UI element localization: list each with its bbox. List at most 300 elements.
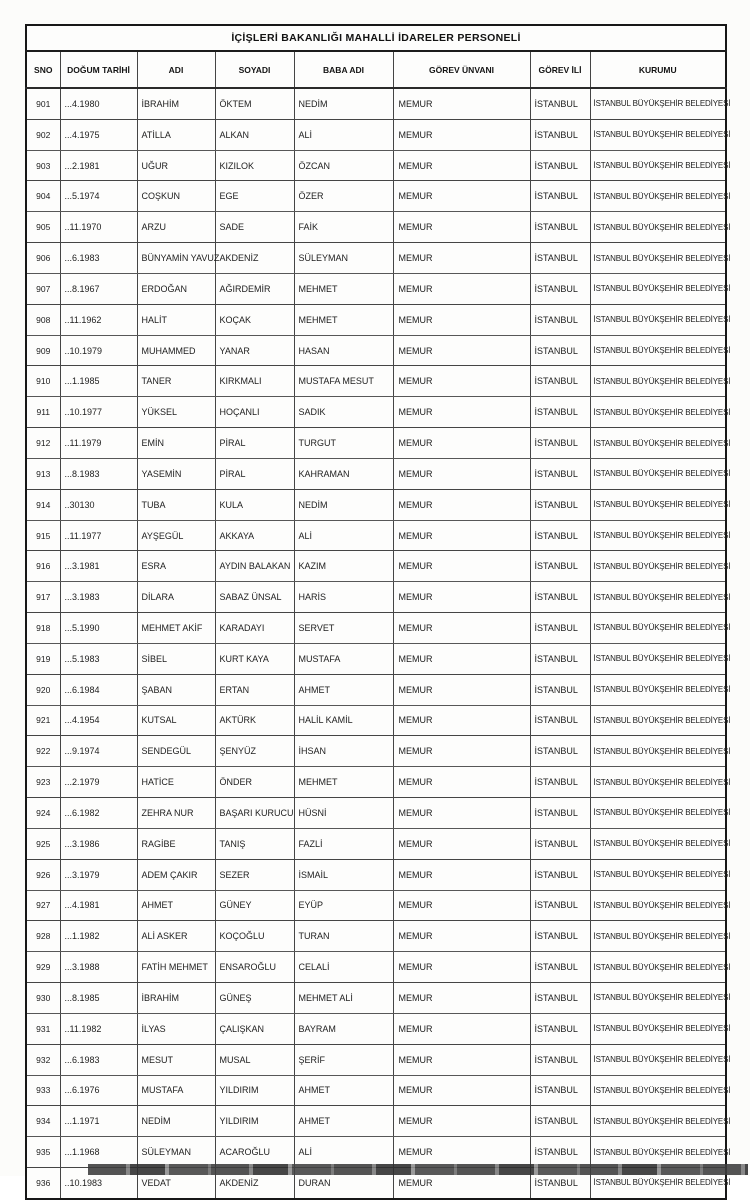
cell-baba-adi: SERVET: [294, 613, 393, 644]
table-row: [26, 767, 726, 798]
cell-adi: AHMET: [137, 890, 215, 921]
cell-gorev-unvani: MEMUR: [393, 366, 530, 397]
cell-gorev-unvani: MEMUR: [393, 273, 530, 304]
cell-sno: 923: [26, 767, 60, 798]
cell-dogum-tarihi: ...1.1985: [60, 366, 137, 397]
cell-sno: 935: [26, 1137, 60, 1168]
column-header-gorev-unvani: GÖREV ÜNVANI: [393, 51, 530, 88]
cell-soyadi: KOÇOĞLU: [215, 921, 294, 952]
column-header-sno: SNO: [26, 51, 60, 88]
cell-gorev-unvani: MEMUR: [393, 119, 530, 150]
cell-soyadi: AYDIN BALAKAN: [215, 551, 294, 582]
cell-soyadi: KOÇAK: [215, 304, 294, 335]
cell-soyadi: ERTAN: [215, 674, 294, 705]
cell-sno: 931: [26, 1013, 60, 1044]
cell-baba-adi: NEDİM: [294, 489, 393, 520]
cell-soyadi: YILDIRIM: [215, 1106, 294, 1137]
cell-sno: 934: [26, 1106, 60, 1137]
cell-baba-adi: AHMET: [294, 674, 393, 705]
cell-kurumu: İSTANBUL BÜYÜKŞEHİR BELEDİYESİ: [590, 551, 726, 582]
cell-baba-adi: ÖZER: [294, 181, 393, 212]
cell-gorev-unvani: MEMUR: [393, 489, 530, 520]
cell-adi: ARZU: [137, 212, 215, 243]
cell-adi: NEDİM: [137, 1106, 215, 1137]
cell-baba-adi: TURAN: [294, 921, 393, 952]
cell-gorev-unvani: MEMUR: [393, 582, 530, 613]
cell-baba-adi: ALİ: [294, 119, 393, 150]
cell-adi: TUBA: [137, 489, 215, 520]
cell-kurumu: İSTANBUL BÜYÜKŞEHİR BELEDİYESİ: [590, 520, 726, 551]
cell-adi: COŞKUN: [137, 181, 215, 212]
cell-adi: SENDEGÜL: [137, 736, 215, 767]
cell-sno: 914: [26, 489, 60, 520]
cell-sno: 912: [26, 428, 60, 459]
cell-adi: ESRA: [137, 551, 215, 582]
table-row: [26, 335, 726, 366]
cell-baba-adi: HÜSNİ: [294, 798, 393, 829]
cell-baba-adi: AHMET: [294, 1106, 393, 1137]
cell-gorev-ili: İSTANBUL: [530, 921, 590, 952]
cell-baba-adi: MEHMET: [294, 767, 393, 798]
cell-sno: 918: [26, 613, 60, 644]
cell-dogum-tarihi: ...9.1974: [60, 736, 137, 767]
cell-sno: 907: [26, 273, 60, 304]
cell-gorev-ili: İSTANBUL: [530, 613, 590, 644]
cell-kurumu: İSTANBUL BÜYÜKŞEHİR BELEDİYESİ: [590, 890, 726, 921]
cell-gorev-unvani: MEMUR: [393, 212, 530, 243]
cell-dogum-tarihi: ..11.1979: [60, 428, 137, 459]
cell-adi: ALİ ASKER: [137, 921, 215, 952]
cell-gorev-unvani: MEMUR: [393, 88, 530, 119]
cell-sno: 920: [26, 674, 60, 705]
cell-gorev-ili: İSTANBUL: [530, 890, 590, 921]
cell-adi: UĞUR: [137, 150, 215, 181]
table-row: [26, 828, 726, 859]
cell-sno: 926: [26, 859, 60, 890]
cell-adi: RAGİBE: [137, 828, 215, 859]
table-row: [26, 88, 726, 119]
table-row: [26, 643, 726, 674]
table-row: [26, 150, 726, 181]
table-row: [26, 273, 726, 304]
cell-soyadi: AKDENİZ: [215, 1167, 294, 1198]
cell-gorev-ili: İSTANBUL: [530, 643, 590, 674]
cell-soyadi: MUSAL: [215, 1044, 294, 1075]
cell-sno: 922: [26, 736, 60, 767]
cell-adi: SİBEL: [137, 643, 215, 674]
cell-baba-adi: MUSTAFA: [294, 643, 393, 674]
cell-kurumu: İSTANBUL BÜYÜKŞEHİR BELEDİYESİ: [590, 304, 726, 335]
personnel-table: [25, 24, 731, 1200]
cell-kurumu: İSTANBUL BÜYÜKŞEHİR BELEDİYESİ: [590, 1044, 726, 1075]
cell-soyadi: SEZER: [215, 859, 294, 890]
cell-kurumu: İSTANBUL BÜYÜKŞEHİR BELEDİYESİ: [590, 952, 726, 983]
table-row: [26, 1044, 726, 1075]
cell-adi: ATİLLA: [137, 119, 215, 150]
cell-dogum-tarihi: ...4.1981: [60, 890, 137, 921]
cell-sno: 904: [26, 181, 60, 212]
cell-soyadi: KURT KAYA: [215, 643, 294, 674]
cell-gorev-unvani: MEMUR: [393, 551, 530, 582]
cell-dogum-tarihi: ...3.1988: [60, 952, 137, 983]
cell-gorev-ili: İSTANBUL: [530, 1044, 590, 1075]
cell-soyadi: KIZILOK: [215, 150, 294, 181]
cell-baba-adi: HASAN: [294, 335, 393, 366]
table-row: [26, 921, 726, 952]
cell-gorev-unvani: MEMUR: [393, 428, 530, 459]
cell-dogum-tarihi: ..10.1977: [60, 397, 137, 428]
column-header-kurumu: KURUMU: [590, 51, 726, 88]
cell-dogum-tarihi: ...1.1971: [60, 1106, 137, 1137]
cell-gorev-ili: İSTANBUL: [530, 366, 590, 397]
personnel-table-body: [26, 88, 731, 1199]
cell-dogum-tarihi: ...4.1975: [60, 119, 137, 150]
cell-kurumu: İSTANBUL BÜYÜKŞEHİR BELEDİYESİ: [590, 397, 726, 428]
column-header-dogum-tarihi: DOĞUM TARİHİ: [60, 51, 137, 88]
cell-baba-adi: ÖZCAN: [294, 150, 393, 181]
cell-baba-adi: AHMET: [294, 1075, 393, 1106]
cell-soyadi: AĞIRDEMİR: [215, 273, 294, 304]
cell-adi: DİLARA: [137, 582, 215, 613]
cell-kurumu: İSTANBUL BÜYÜKŞEHİR BELEDİYESİ: [590, 181, 726, 212]
cell-gorev-unvani: MEMUR: [393, 828, 530, 859]
cell-adi: İBRAHİM: [137, 983, 215, 1014]
cell-gorev-ili: İSTANBUL: [530, 828, 590, 859]
cell-soyadi: SADE: [215, 212, 294, 243]
cell-gorev-ili: İSTANBUL: [530, 1167, 590, 1198]
cell-dogum-tarihi: ...5.1990: [60, 613, 137, 644]
cell-adi: TANER: [137, 366, 215, 397]
title-row: [26, 25, 726, 51]
cell-dogum-tarihi: ...3.1986: [60, 828, 137, 859]
cell-sno: 916: [26, 551, 60, 582]
cell-dogum-tarihi: ...8.1985: [60, 983, 137, 1014]
table-row: [26, 243, 726, 274]
cell-sno: 902: [26, 119, 60, 150]
cell-baba-adi: ALİ: [294, 1137, 393, 1168]
column-header-soyadi: SOYADI: [215, 51, 294, 88]
cell-dogum-tarihi: ...3.1979: [60, 859, 137, 890]
cell-kurumu: İSTANBUL BÜYÜKŞEHİR BELEDİYESİ: [590, 736, 726, 767]
cell-dogum-tarihi: ..11.1970: [60, 212, 137, 243]
cell-gorev-unvani: MEMUR: [393, 397, 530, 428]
cell-gorev-ili: İSTANBUL: [530, 582, 590, 613]
cell-gorev-ili: İSTANBUL: [530, 551, 590, 582]
cell-baba-adi: SADIK: [294, 397, 393, 428]
table-row: [26, 1075, 726, 1106]
cell-kurumu: İSTANBUL BÜYÜKŞEHİR BELEDİYESİ: [590, 489, 726, 520]
cell-soyadi: SABAZ ÜNSAL: [215, 582, 294, 613]
table-row: [26, 1106, 726, 1137]
cell-dogum-tarihi: ...8.1967: [60, 273, 137, 304]
cell-gorev-unvani: MEMUR: [393, 1106, 530, 1137]
cell-dogum-tarihi: ..11.1977: [60, 520, 137, 551]
table-row: [26, 304, 726, 335]
cell-gorev-ili: İSTANBUL: [530, 952, 590, 983]
table-row: [26, 551, 726, 582]
cell-kurumu: İSTANBUL BÜYÜKŞEHİR BELEDİYESİ: [590, 366, 726, 397]
cell-sno: 919: [26, 643, 60, 674]
table-row: [26, 674, 726, 705]
cell-sno: 903: [26, 150, 60, 181]
cell-soyadi: KARADAYI: [215, 613, 294, 644]
cell-gorev-ili: İSTANBUL: [530, 1075, 590, 1106]
table-row: [26, 212, 726, 243]
cell-baba-adi: DURAN: [294, 1167, 393, 1198]
cell-baba-adi: ŞERİF: [294, 1044, 393, 1075]
cell-dogum-tarihi: ...6.1983: [60, 243, 137, 274]
cell-kurumu: İSTANBUL BÜYÜKŞEHİR BELEDİYESİ: [590, 705, 726, 736]
document-title: İÇİŞLERİ BAKANLIĞI MAHALLİ İDARELER PERSONELİ: [26, 25, 726, 51]
table-row: [26, 952, 726, 983]
cell-dogum-tarihi: ...6.1976: [60, 1075, 137, 1106]
cell-sno: 917: [26, 582, 60, 613]
cell-dogum-tarihi: ...1.1968: [60, 1137, 137, 1168]
column-header-gorev-ili: GÖREV İLİ: [530, 51, 590, 88]
cell-gorev-unvani: MEMUR: [393, 859, 530, 890]
cell-adi: MUHAMMED: [137, 335, 215, 366]
cell-soyadi: EGE: [215, 181, 294, 212]
cell-sno: 930: [26, 983, 60, 1014]
cell-adi: BÜNYAMİN YAVUZ: [137, 243, 215, 274]
cell-sno: 901: [26, 88, 60, 119]
cell-adi: ERDOĞAN: [137, 273, 215, 304]
cell-kurumu: İSTANBUL BÜYÜKŞEHİR BELEDİYESİ: [590, 828, 726, 859]
cell-gorev-ili: İSTANBUL: [530, 983, 590, 1014]
cell-gorev-unvani: MEMUR: [393, 921, 530, 952]
cell-soyadi: ŞENYÜZ: [215, 736, 294, 767]
cell-kurumu: İSTANBUL BÜYÜKŞEHİR BELEDİYESİ: [590, 88, 726, 119]
cell-baba-adi: SÜLEYMAN: [294, 243, 393, 274]
cell-sno: 908: [26, 304, 60, 335]
cell-baba-adi: İHSAN: [294, 736, 393, 767]
cell-gorev-ili: İSTANBUL: [530, 119, 590, 150]
cell-kurumu: İSTANBUL BÜYÜKŞEHİR BELEDİYESİ: [590, 859, 726, 890]
cell-gorev-unvani: MEMUR: [393, 304, 530, 335]
cell-adi: FATİH MEHMET: [137, 952, 215, 983]
cell-kurumu: İSTANBUL BÜYÜKŞEHİR BELEDİYESİ: [590, 428, 726, 459]
cell-baba-adi: FAİK: [294, 212, 393, 243]
cell-gorev-unvani: MEMUR: [393, 890, 530, 921]
cell-baba-adi: FAZLİ: [294, 828, 393, 859]
cell-gorev-ili: İSTANBUL: [530, 335, 590, 366]
cell-sno: 911: [26, 397, 60, 428]
table-row: [26, 489, 726, 520]
cell-adi: HALİT: [137, 304, 215, 335]
cell-adi: MESUT: [137, 1044, 215, 1075]
cell-adi: KUTSAL: [137, 705, 215, 736]
cell-adi: ADEM ÇAKIR: [137, 859, 215, 890]
table-row: [26, 798, 726, 829]
column-header-baba-adi: BABA ADI: [294, 51, 393, 88]
table-row: [26, 736, 726, 767]
cell-dogum-tarihi: ..30130: [60, 489, 137, 520]
table-row: [26, 1013, 726, 1044]
cell-baba-adi: NEDİM: [294, 88, 393, 119]
cell-baba-adi: HALİL KAMİL: [294, 705, 393, 736]
cell-gorev-unvani: MEMUR: [393, 736, 530, 767]
cell-sno: 936: [26, 1167, 60, 1198]
cell-baba-adi: KAZIM: [294, 551, 393, 582]
cell-gorev-ili: İSTANBUL: [530, 88, 590, 119]
cell-gorev-ili: İSTANBUL: [530, 243, 590, 274]
cell-gorev-unvani: MEMUR: [393, 520, 530, 551]
cell-dogum-tarihi: ...3.1981: [60, 551, 137, 582]
cell-adi: MEHMET AKİF: [137, 613, 215, 644]
cell-sno: 909: [26, 335, 60, 366]
cell-soyadi: KULA: [215, 489, 294, 520]
cell-soyadi: HOÇANLI: [215, 397, 294, 428]
cell-baba-adi: MEHMET: [294, 304, 393, 335]
header-row: [26, 51, 726, 88]
cell-soyadi: ÇALIŞKAN: [215, 1013, 294, 1044]
cell-sno: 933: [26, 1075, 60, 1106]
cell-adi: ZEHRA NUR: [137, 798, 215, 829]
cell-dogum-tarihi: ...8.1983: [60, 458, 137, 489]
cell-kurumu: İSTANBUL BÜYÜKŞEHİR BELEDİYESİ: [590, 150, 726, 181]
cell-adi: AYŞEGÜL: [137, 520, 215, 551]
table-row: [26, 582, 726, 613]
cell-gorev-ili: İSTANBUL: [530, 458, 590, 489]
cell-soyadi: ENSAROĞLU: [215, 952, 294, 983]
cell-gorev-unvani: MEMUR: [393, 952, 530, 983]
cell-gorev-unvani: MEMUR: [393, 335, 530, 366]
table-row: [26, 397, 726, 428]
cell-gorev-ili: İSTANBUL: [530, 736, 590, 767]
scan-edge-artifact: [88, 1164, 748, 1175]
cell-soyadi: AKTÜRK: [215, 705, 294, 736]
cell-soyadi: PİRAL: [215, 458, 294, 489]
cell-adi: ŞABAN: [137, 674, 215, 705]
cell-dogum-tarihi: ..10.1979: [60, 335, 137, 366]
cell-adi: EMİN: [137, 428, 215, 459]
cell-baba-adi: MUSTAFA MESUT: [294, 366, 393, 397]
cell-soyadi: ÖKTEM: [215, 88, 294, 119]
cell-sno: 927: [26, 890, 60, 921]
cell-gorev-ili: İSTANBUL: [530, 150, 590, 181]
cell-baba-adi: MEHMET: [294, 273, 393, 304]
cell-adi: SÜLEYMAN: [137, 1137, 215, 1168]
cell-gorev-unvani: MEMUR: [393, 458, 530, 489]
cell-adi: VEDAT: [137, 1167, 215, 1198]
table-row: [26, 119, 726, 150]
cell-dogum-tarihi: ...6.1982: [60, 798, 137, 829]
cell-kurumu: İSTANBUL BÜYÜKŞEHİR BELEDİYESİ: [590, 1013, 726, 1044]
cell-kurumu: İSTANBUL BÜYÜKŞEHİR BELEDİYESİ: [590, 1137, 726, 1168]
cell-dogum-tarihi: ...5.1974: [60, 181, 137, 212]
cell-gorev-ili: İSTANBUL: [530, 1106, 590, 1137]
cell-baba-adi: ALİ: [294, 520, 393, 551]
cell-soyadi: GÜNEY: [215, 890, 294, 921]
cell-gorev-unvani: MEMUR: [393, 983, 530, 1014]
cell-kurumu: İSTANBUL BÜYÜKŞEHİR BELEDİYESİ: [590, 243, 726, 274]
table-row: [26, 1137, 726, 1168]
cell-kurumu: İSTANBUL BÜYÜKŞEHİR BELEDİYESİ: [590, 613, 726, 644]
cell-gorev-unvani: MEMUR: [393, 767, 530, 798]
cell-kurumu: İSTANBUL BÜYÜKŞEHİR BELEDİYESİ: [590, 212, 726, 243]
cell-adi: İBRAHİM: [137, 88, 215, 119]
cell-kurumu: İSTANBUL BÜYÜKŞEHİR BELEDİYESİ: [590, 643, 726, 674]
table-row: [26, 890, 726, 921]
cell-gorev-unvani: MEMUR: [393, 1167, 530, 1198]
cell-soyadi: GÜNEŞ: [215, 983, 294, 1014]
cell-dogum-tarihi: ...6.1984: [60, 674, 137, 705]
cell-baba-adi: MEHMET ALİ: [294, 983, 393, 1014]
cell-baba-adi: KAHRAMAN: [294, 458, 393, 489]
table-row: [26, 705, 726, 736]
table-head: [26, 25, 726, 88]
cell-soyadi: PİRAL: [215, 428, 294, 459]
cell-gorev-ili: İSTANBUL: [530, 1013, 590, 1044]
cell-gorev-ili: İSTANBUL: [530, 273, 590, 304]
cell-kurumu: İSTANBUL BÜYÜKŞEHİR BELEDİYESİ: [590, 458, 726, 489]
cell-dogum-tarihi: ..11.1962: [60, 304, 137, 335]
cell-gorev-unvani: MEMUR: [393, 798, 530, 829]
cell-soyadi: YILDIRIM: [215, 1075, 294, 1106]
cell-kurumu: İSTANBUL BÜYÜKŞEHİR BELEDİYESİ: [590, 1075, 726, 1106]
cell-gorev-ili: İSTANBUL: [530, 397, 590, 428]
cell-kurumu: İSTANBUL BÜYÜKŞEHİR BELEDİYESİ: [590, 798, 726, 829]
cell-baba-adi: HARİS: [294, 582, 393, 613]
table-row: [26, 613, 726, 644]
cell-sno: 928: [26, 921, 60, 952]
cell-adi: MUSTAFA: [137, 1075, 215, 1106]
cell-kurumu: İSTANBUL BÜYÜKŞEHİR BELEDİYESİ: [590, 1167, 726, 1198]
cell-gorev-ili: İSTANBUL: [530, 520, 590, 551]
cell-sno: 915: [26, 520, 60, 551]
cell-baba-adi: CELALİ: [294, 952, 393, 983]
cell-gorev-unvani: MEMUR: [393, 1013, 530, 1044]
cell-sno: 924: [26, 798, 60, 829]
cell-baba-adi: TURGUT: [294, 428, 393, 459]
cell-adi: İLYAS: [137, 1013, 215, 1044]
cell-kurumu: İSTANBUL BÜYÜKŞEHİR BELEDİYESİ: [590, 767, 726, 798]
cell-kurumu: İSTANBUL BÜYÜKŞEHİR BELEDİYESİ: [590, 921, 726, 952]
cell-gorev-unvani: MEMUR: [393, 181, 530, 212]
cell-gorev-unvani: MEMUR: [393, 1044, 530, 1075]
cell-gorev-ili: İSTANBUL: [530, 767, 590, 798]
cell-sno: 932: [26, 1044, 60, 1075]
cell-gorev-unvani: MEMUR: [393, 705, 530, 736]
cell-gorev-ili: İSTANBUL: [530, 705, 590, 736]
cell-sno: 929: [26, 952, 60, 983]
cell-adi: YASEMİN: [137, 458, 215, 489]
cell-dogum-tarihi: ..11.1982: [60, 1013, 137, 1044]
cell-gorev-unvani: MEMUR: [393, 613, 530, 644]
cell-soyadi: BAŞARI KURUCU: [215, 798, 294, 829]
cell-kurumu: İSTANBUL BÜYÜKŞEHİR BELEDİYESİ: [590, 119, 726, 150]
cell-kurumu: İSTANBUL BÜYÜKŞEHİR BELEDİYESİ: [590, 335, 726, 366]
table-row: [26, 859, 726, 890]
table-row: [26, 983, 726, 1014]
cell-gorev-ili: İSTANBUL: [530, 304, 590, 335]
cell-sno: 905: [26, 212, 60, 243]
cell-gorev-unvani: MEMUR: [393, 1075, 530, 1106]
cell-dogum-tarihi: ..10.1983: [60, 1167, 137, 1198]
cell-gorev-ili: İSTANBUL: [530, 428, 590, 459]
table-row: [26, 458, 726, 489]
cell-dogum-tarihi: ...2.1981: [60, 150, 137, 181]
cell-gorev-unvani: MEMUR: [393, 674, 530, 705]
cell-kurumu: İSTANBUL BÜYÜKŞEHİR BELEDİYESİ: [590, 674, 726, 705]
cell-gorev-ili: İSTANBUL: [530, 859, 590, 890]
cell-sno: 910: [26, 366, 60, 397]
cell-sno: 913: [26, 458, 60, 489]
cell-baba-adi: BAYRAM: [294, 1013, 393, 1044]
cell-soyadi: KIRKMALI: [215, 366, 294, 397]
cell-soyadi: TANIŞ: [215, 828, 294, 859]
cell-gorev-unvani: MEMUR: [393, 643, 530, 674]
